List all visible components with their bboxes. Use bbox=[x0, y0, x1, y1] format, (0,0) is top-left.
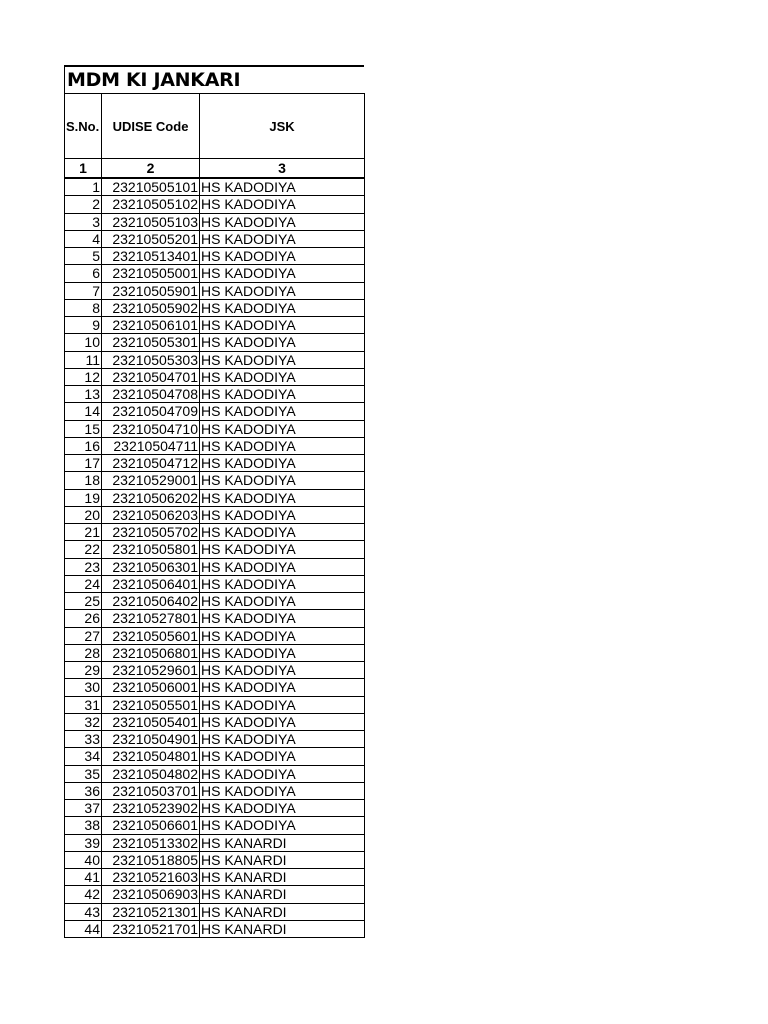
cell-udise-code: 23210505103 bbox=[102, 213, 200, 230]
cell-jsk: HS KANARDI bbox=[200, 834, 365, 851]
cell-sno: 42 bbox=[65, 886, 102, 903]
cell-sno: 19 bbox=[65, 489, 102, 506]
cell-jsk: HS KADODIYA bbox=[200, 248, 365, 265]
cell-sno: 29 bbox=[65, 662, 102, 679]
cell-jsk: HS KADODIYA bbox=[200, 334, 365, 351]
cell-udise-code: 23210505001 bbox=[102, 265, 200, 282]
cell-jsk: HS KADODIYA bbox=[200, 782, 365, 799]
table-body bbox=[65, 178, 365, 938]
cell-sno: 40 bbox=[65, 851, 102, 868]
cell-sno: 33 bbox=[65, 731, 102, 748]
cell-sno: 25 bbox=[65, 593, 102, 610]
cell-jsk: HS KANARDI bbox=[200, 851, 365, 868]
cell-jsk: HS KADODIYA bbox=[200, 299, 365, 316]
cell-sno: 13 bbox=[65, 386, 102, 403]
cell-jsk: HS KADODIYA bbox=[200, 765, 365, 782]
cell-udise-code: 23210505201 bbox=[102, 230, 200, 247]
cell-jsk: HS KADODIYA bbox=[200, 558, 365, 575]
cell-udise-code: 23210529601 bbox=[102, 662, 200, 679]
cell-sno: 44 bbox=[65, 920, 102, 937]
table-row bbox=[65, 437, 365, 454]
cell-sno: 43 bbox=[65, 903, 102, 920]
cell-udise-code: 23210504708 bbox=[102, 386, 200, 403]
cell-jsk: HS KADODIYA bbox=[200, 817, 365, 834]
header-jsk: JSK bbox=[200, 94, 365, 159]
cell-jsk: HS KADODIYA bbox=[200, 230, 365, 247]
table-row bbox=[65, 248, 365, 265]
cell-jsk: HS KADODIYA bbox=[200, 575, 365, 592]
column-number-3: 3 bbox=[200, 159, 365, 179]
cell-sno: 10 bbox=[65, 334, 102, 351]
sheet-title: MDM KI JANKARI bbox=[64, 65, 364, 93]
cell-jsk: HS KANARDI bbox=[200, 886, 365, 903]
cell-jsk: HS KADODIYA bbox=[200, 196, 365, 213]
table-row bbox=[65, 368, 365, 385]
cell-udise-code: 23210506203 bbox=[102, 506, 200, 523]
table-row bbox=[65, 472, 365, 489]
cell-udise-code: 23210506401 bbox=[102, 575, 200, 592]
table-row bbox=[65, 765, 365, 782]
cell-udise-code: 23210504712 bbox=[102, 455, 200, 472]
table-row bbox=[65, 558, 365, 575]
table-row bbox=[65, 524, 365, 541]
cell-sno: 26 bbox=[65, 610, 102, 627]
cell-udise-code: 23210523902 bbox=[102, 800, 200, 817]
cell-jsk: HS KADODIYA bbox=[200, 610, 365, 627]
cell-udise-code: 23210506301 bbox=[102, 558, 200, 575]
cell-sno: 6 bbox=[65, 265, 102, 282]
cell-sno: 24 bbox=[65, 575, 102, 592]
cell-udise-code: 23210518805 bbox=[102, 851, 200, 868]
table-row bbox=[65, 386, 365, 403]
cell-udise-code: 23210504801 bbox=[102, 748, 200, 765]
cell-jsk: HS KANARDI bbox=[200, 869, 365, 886]
cell-jsk: HS KADODIYA bbox=[200, 265, 365, 282]
table-row bbox=[65, 265, 365, 282]
cell-jsk: HS KADODIYA bbox=[200, 748, 365, 765]
cell-sno: 36 bbox=[65, 782, 102, 799]
table-row bbox=[65, 299, 365, 316]
cell-jsk: HS KADODIYA bbox=[200, 437, 365, 454]
table-row bbox=[65, 593, 365, 610]
cell-sno: 31 bbox=[65, 696, 102, 713]
cell-udise-code: 23210506801 bbox=[102, 644, 200, 661]
cell-udise-code: 23210521701 bbox=[102, 920, 200, 937]
table-row bbox=[65, 541, 365, 558]
cell-udise-code: 23210506101 bbox=[102, 317, 200, 334]
cell-udise-code: 23210505901 bbox=[102, 282, 200, 299]
cell-udise-code: 23210505801 bbox=[102, 541, 200, 558]
cell-sno: 8 bbox=[65, 299, 102, 316]
cell-jsk: HS KADODIYA bbox=[200, 696, 365, 713]
cell-udise-code: 23210505401 bbox=[102, 713, 200, 730]
cell-udise-code: 23210504701 bbox=[102, 368, 200, 385]
cell-jsk: HS KADODIYA bbox=[200, 178, 365, 196]
column-number-row bbox=[65, 159, 365, 179]
cell-udise-code: 23210529001 bbox=[102, 472, 200, 489]
cell-jsk: HS KADODIYA bbox=[200, 455, 365, 472]
cell-sno: 2 bbox=[65, 196, 102, 213]
table-row bbox=[65, 213, 365, 230]
table-row bbox=[65, 696, 365, 713]
cell-udise-code: 23210505702 bbox=[102, 524, 200, 541]
cell-udise-code: 23210513401 bbox=[102, 248, 200, 265]
cell-udise-code: 23210504802 bbox=[102, 765, 200, 782]
table-row bbox=[65, 886, 365, 903]
cell-jsk: HS KADODIYA bbox=[200, 541, 365, 558]
cell-jsk: HS KADODIYA bbox=[200, 731, 365, 748]
cell-sno: 3 bbox=[65, 213, 102, 230]
table-row bbox=[65, 334, 365, 351]
table-row bbox=[65, 403, 365, 420]
cell-udise-code: 23210505902 bbox=[102, 299, 200, 316]
cell-jsk: HS KADODIYA bbox=[200, 282, 365, 299]
column-number-1: 1 bbox=[65, 159, 102, 179]
cell-sno: 20 bbox=[65, 506, 102, 523]
cell-sno: 5 bbox=[65, 248, 102, 265]
cell-jsk: HS KADODIYA bbox=[200, 472, 365, 489]
cell-sno: 28 bbox=[65, 644, 102, 661]
cell-udise-code: 23210527801 bbox=[102, 610, 200, 627]
cell-udise-code: 23210513302 bbox=[102, 834, 200, 851]
cell-udise-code: 23210505102 bbox=[102, 196, 200, 213]
table-row bbox=[65, 834, 365, 851]
cell-sno: 37 bbox=[65, 800, 102, 817]
cell-sno: 32 bbox=[65, 713, 102, 730]
table-row bbox=[65, 748, 365, 765]
table-row bbox=[65, 455, 365, 472]
cell-udise-code: 23210506601 bbox=[102, 817, 200, 834]
table-row bbox=[65, 782, 365, 799]
cell-udise-code: 23210521603 bbox=[102, 869, 200, 886]
cell-udise-code: 23210504709 bbox=[102, 403, 200, 420]
table-row bbox=[65, 644, 365, 661]
cell-udise-code: 23210504710 bbox=[102, 420, 200, 437]
table-row bbox=[65, 196, 365, 213]
cell-jsk: HS KADODIYA bbox=[200, 593, 365, 610]
table-row bbox=[65, 230, 365, 247]
cell-sno: 4 bbox=[65, 230, 102, 247]
cell-sno: 38 bbox=[65, 817, 102, 834]
table-row bbox=[65, 851, 365, 868]
table-row bbox=[65, 489, 365, 506]
cell-jsk: HS KADODIYA bbox=[200, 213, 365, 230]
cell-jsk: HS KADODIYA bbox=[200, 403, 365, 420]
cell-udise-code: 23210506903 bbox=[102, 886, 200, 903]
header-udise-code: UDISE Code bbox=[102, 94, 200, 159]
cell-sno: 21 bbox=[65, 524, 102, 541]
table-row bbox=[65, 817, 365, 834]
cell-sno: 23 bbox=[65, 558, 102, 575]
cell-jsk: HS KANARDI bbox=[200, 920, 365, 937]
cell-jsk: HS KADODIYA bbox=[200, 351, 365, 368]
cell-jsk: HS KADODIYA bbox=[200, 489, 365, 506]
table-row bbox=[65, 627, 365, 644]
table-row bbox=[65, 800, 365, 817]
table-row bbox=[65, 679, 365, 696]
cell-sno: 34 bbox=[65, 748, 102, 765]
cell-udise-code: 23210505501 bbox=[102, 696, 200, 713]
cell-sno: 9 bbox=[65, 317, 102, 334]
table-row bbox=[65, 178, 365, 196]
cell-sno: 30 bbox=[65, 679, 102, 696]
cell-sno: 27 bbox=[65, 627, 102, 644]
header-sno: S.No. bbox=[65, 94, 102, 159]
cell-udise-code: 23210506001 bbox=[102, 679, 200, 696]
cell-jsk: HS KADODIYA bbox=[200, 386, 365, 403]
cell-sno: 39 bbox=[65, 834, 102, 851]
cell-jsk: HS KADODIYA bbox=[200, 713, 365, 730]
table-row bbox=[65, 731, 365, 748]
cell-sno: 1 bbox=[65, 178, 102, 196]
cell-sno: 14 bbox=[65, 403, 102, 420]
cell-jsk: HS KADODIYA bbox=[200, 800, 365, 817]
cell-sno: 12 bbox=[65, 368, 102, 385]
cell-udise-code: 23210521301 bbox=[102, 903, 200, 920]
cell-udise-code: 23210505601 bbox=[102, 627, 200, 644]
table-row bbox=[65, 713, 365, 730]
cell-udise-code: 23210503701 bbox=[102, 782, 200, 799]
table-row bbox=[65, 903, 365, 920]
cell-jsk: HS KADODIYA bbox=[200, 506, 365, 523]
cell-udise-code: 23210506202 bbox=[102, 489, 200, 506]
cell-jsk: HS KADODIYA bbox=[200, 524, 365, 541]
cell-udise-code: 23210505303 bbox=[102, 351, 200, 368]
cell-udise-code: 23210504901 bbox=[102, 731, 200, 748]
data-table bbox=[64, 93, 365, 938]
cell-jsk: HS KADODIYA bbox=[200, 644, 365, 661]
cell-sno: 22 bbox=[65, 541, 102, 558]
table-row bbox=[65, 869, 365, 886]
cell-sno: 35 bbox=[65, 765, 102, 782]
cell-sno: 11 bbox=[65, 351, 102, 368]
table-row bbox=[65, 282, 365, 299]
table-row bbox=[65, 351, 365, 368]
cell-sno: 7 bbox=[65, 282, 102, 299]
cell-sno: 18 bbox=[65, 472, 102, 489]
table-row bbox=[65, 920, 365, 937]
cell-jsk: HS KANARDI bbox=[200, 903, 365, 920]
cell-sno: 41 bbox=[65, 869, 102, 886]
spreadsheet bbox=[64, 65, 364, 938]
column-number-2: 2 bbox=[102, 159, 200, 179]
table-row bbox=[65, 662, 365, 679]
table-row bbox=[65, 506, 365, 523]
cell-sno: 17 bbox=[65, 455, 102, 472]
table-row bbox=[65, 420, 365, 437]
cell-sno: 15 bbox=[65, 420, 102, 437]
table-row bbox=[65, 610, 365, 627]
cell-jsk: HS KADODIYA bbox=[200, 368, 365, 385]
cell-udise-code: 23210504711 bbox=[102, 437, 200, 454]
cell-jsk: HS KADODIYA bbox=[200, 679, 365, 696]
cell-jsk: HS KADODIYA bbox=[200, 662, 365, 679]
cell-udise-code: 23210505301 bbox=[102, 334, 200, 351]
cell-jsk: HS KADODIYA bbox=[200, 627, 365, 644]
table-row bbox=[65, 575, 365, 592]
cell-jsk: HS KADODIYA bbox=[200, 420, 365, 437]
cell-udise-code: 23210505101 bbox=[102, 178, 200, 196]
cell-sno: 16 bbox=[65, 437, 102, 454]
table-row bbox=[65, 317, 365, 334]
cell-jsk: HS KADODIYA bbox=[200, 317, 365, 334]
cell-udise-code: 23210506402 bbox=[102, 593, 200, 610]
header-row bbox=[65, 94, 365, 159]
